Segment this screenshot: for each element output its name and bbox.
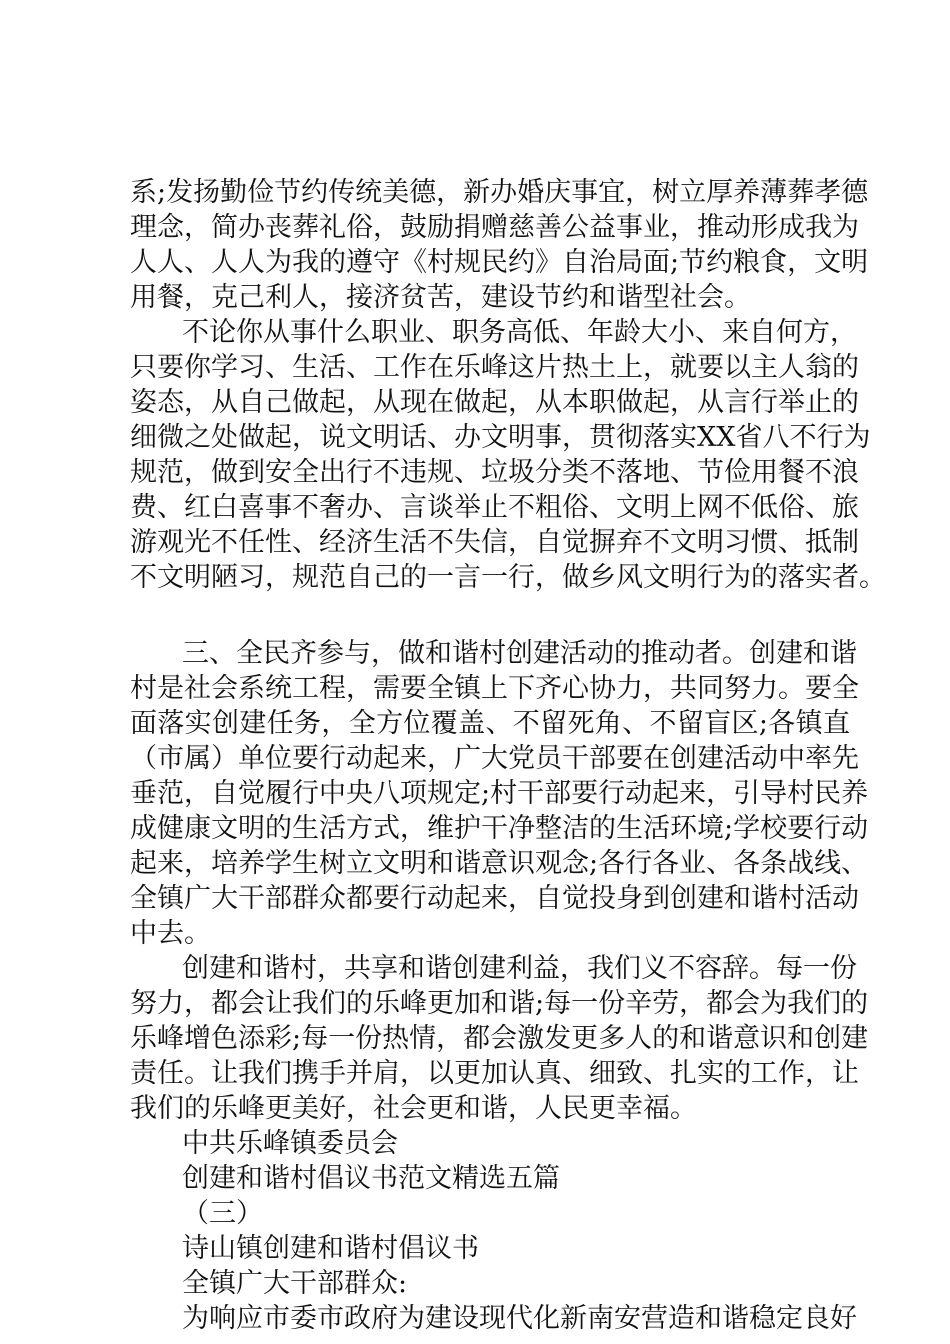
paragraph-line: 乐峰增色添彩;每一份热情，都会激发更多人的和谐意识和创建 [130,1023,869,1054]
paragraph-line: 游观光不任性、经济生活不失信，自觉摒弃不文明习惯、抵制 [130,527,859,558]
paragraph-line: 人人、人人为我的遵守《村规民约》自治局面;节约粮食，文明 [130,247,869,278]
paragraph-line: 成健康文明的生活方式，维护干净整洁的生活环境;学校要行动 [130,813,869,844]
salutation-line: 全镇广大干部群众: [182,1268,408,1299]
paragraph-line: （市属）单位要行动起来，广大党员干部要在创建活动中率先 [130,743,859,774]
paragraph-line: 中去。 [130,918,211,949]
paragraph-line: 垂范，自觉履行中央八项规定;村干部要行动起来，引导村民养 [130,778,869,809]
paragraph-line: 用餐，克己利人，接济贫苦，建设节约和谐型社会。 [130,282,751,313]
paragraph-line: 我们的乐峰更美好，社会更和谐，人民更幸福。 [130,1093,697,1124]
section-title: 创建和谐村倡议书范文精选五篇 [182,1163,560,1194]
paragraph-line: 规范，做到安全出行不违规、垃圾分类不落地、节俭用餐不浪 [130,457,859,488]
signature-line: 中共乐峰镇委员会 [182,1128,398,1159]
paragraph-line: 努力，都会让我们的乐峰更加和谐;每一份辛劳，都会为我们的 [130,988,869,1019]
paragraph-line: 起来，培养学生树立文明和谐意识观念;各行各业、各条战线、 [130,848,869,879]
paragraph-line: 创建和谐村，共享和谐创建利益，我们义不容辞。每一份 [182,953,857,984]
paragraph-line: 系;发扬勤俭节约传统美德，新办婚庆事宜，树立厚养薄葬孝德 [130,177,869,208]
paragraph-line: 细微之处做起，说文明话、办文明事，贯彻落实XX省八不行为 [130,422,871,453]
paragraph-line: 全镇广大干部群众都要行动起来，自觉投身到创建和谐村活动 [130,883,859,914]
paragraph-line: 面落实创建任务，全方位覆盖、不留死角、不留盲区;各镇直 [130,708,850,739]
document-title: 诗山镇创建和谐村倡议书 [182,1233,479,1264]
paragraph-line: 费、红白喜事不奢办、言谈举止不粗俗、文明上网不低俗、旅 [130,492,859,523]
paragraph-line: 不文明陋习，规范自己的一言一行，做乡风文明行为的落实者。 [130,562,886,593]
paragraph-line: 责任。让我们携手并肩，以更加认真、细致、扎实的工作，让 [130,1058,859,1089]
section-number: （三） [182,1198,263,1229]
paragraph-line: 村是社会系统工程，需要全镇上下齐心协力，共同努力。要全 [130,673,859,704]
paragraph-line: 为响应市委市政府为建设现代化新南安营造和谐稳定良好 [182,1303,857,1334]
paragraph-line: 不论你从事什么职业、职务高低、年龄大小、来自何方， [182,317,857,348]
paragraph-line: 姿态，从自己做起，从现在做起，从本职做起，从言行举止的 [130,387,859,418]
paragraph-line: 理念，简办丧葬礼俗，鼓励捐赠慈善公益事业，推动形成我为 [130,212,859,243]
paragraph-line: 只要你学习、生活、工作在乐峰这片热土上，就要以主人翁的 [130,352,859,383]
paragraph-line: 三、全民齐参与，做和谐村创建活动的推动者。创建和谐 [182,638,857,669]
